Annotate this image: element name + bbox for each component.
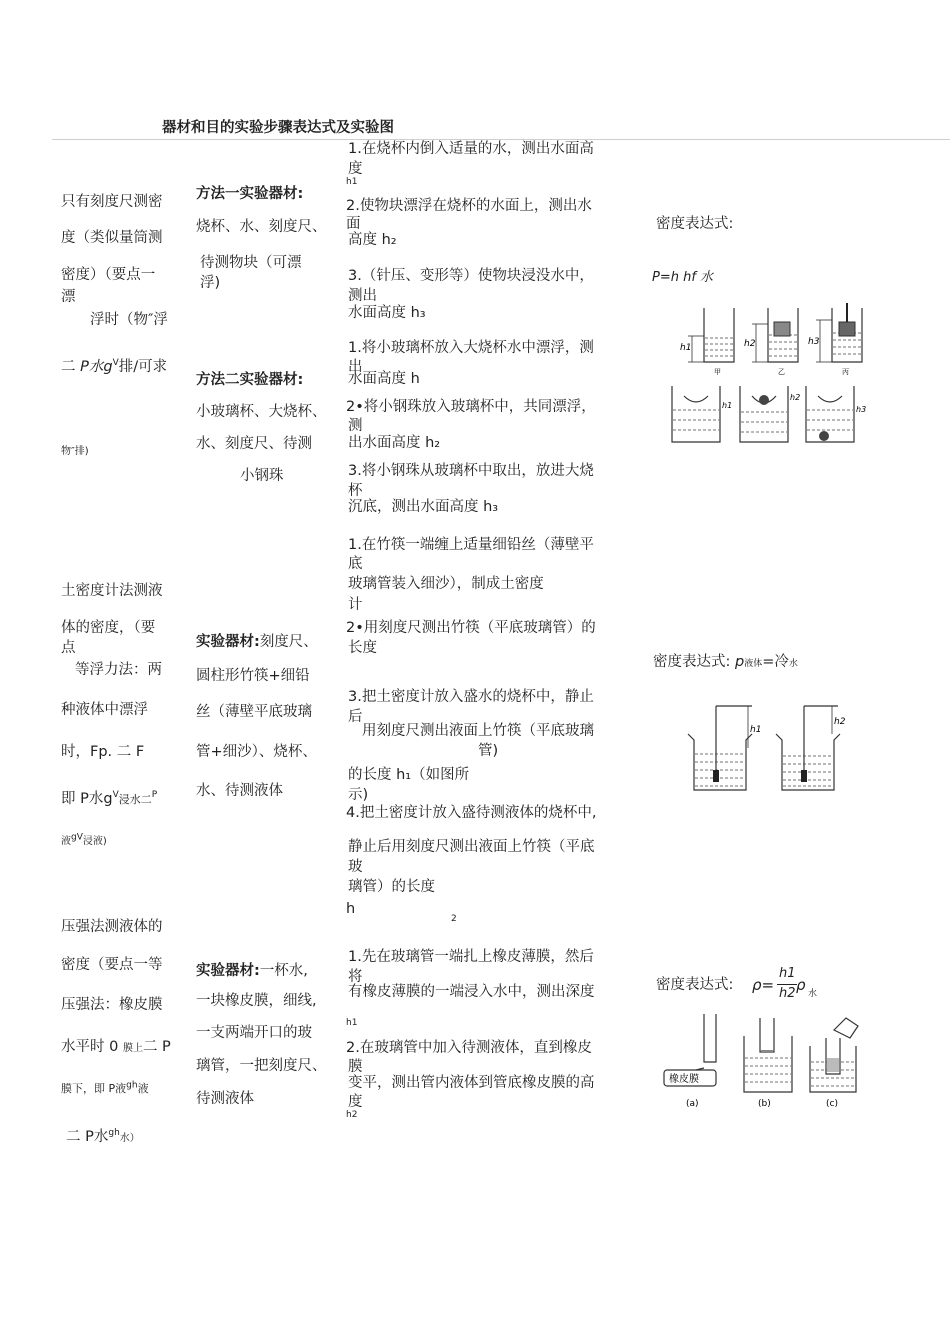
r1-step3a: 3.（针压、变形等）使物块浸没水中， xyxy=(348,268,594,284)
r2-c1-l7d: P xyxy=(151,790,158,800)
r1-c1-line4: 漂 xyxy=(61,289,76,305)
r1-c1-l6c: V xyxy=(112,358,119,368)
r1-fig-label-b: 乙 xyxy=(778,368,785,376)
r3-step2e: h2 xyxy=(346,1110,358,1120)
r1-c1-l6b: P水g xyxy=(80,358,113,375)
r2-step3b: 后 xyxy=(348,709,363,725)
r1-step2b: 面 xyxy=(346,216,361,232)
r2-c1-line1: 土密度计法测液 xyxy=(61,583,163,599)
r3-expr-den: h2 xyxy=(779,986,796,1001)
r2-step4d: 璃管）的长度 xyxy=(348,879,435,895)
r2-c1-line8 xyxy=(61,832,107,847)
r2-step3f: 示) xyxy=(348,787,369,803)
r3-step1a: 1.先在玻璃管一端扎上橡皮薄膜，然后 xyxy=(348,949,594,965)
r2-step1b: 底 xyxy=(348,556,363,572)
r1-c1-l6d: 排/可求 xyxy=(118,358,168,375)
r3-c1-line1: 压强法测液体的 xyxy=(61,919,163,935)
r3-fig-label-c: (c) xyxy=(826,1099,838,1109)
r1-method1-title: 方法一实验器材: xyxy=(196,186,304,202)
r3-step1d: h1 xyxy=(346,1018,358,1028)
r3-c1-line5 xyxy=(61,1080,149,1096)
r3-step2c: 变平，测出管内液体到管底橡皮膜的高 xyxy=(348,1075,595,1091)
r2-expr xyxy=(653,653,798,673)
r2-step4f: 2 xyxy=(451,914,457,924)
r3-c2-l0: 一杯水, xyxy=(259,963,308,979)
r2-step4b: 静止后用刻度尺测出液面上竹筷（平底 xyxy=(348,839,595,855)
r2-c1-line6: 时，Fp. 二 F xyxy=(61,744,145,760)
r3-expr-fraction-bar xyxy=(777,984,797,985)
r2-c2-line0 xyxy=(196,633,318,651)
r1-method2-title: 方法二实验器材: xyxy=(196,372,304,388)
r1-step1b: 度 xyxy=(348,161,363,177)
r1-stepB2a: 2•将小钢珠放入玻璃杯中，共同漂浮， xyxy=(346,399,596,415)
r2-step4a: 4.把土密度计放入盛待测液体的烧杯中, xyxy=(346,805,597,821)
r2-c1-l7a: 即 P水g xyxy=(61,790,113,807)
r3-expr-label: 密度表达式: xyxy=(656,977,734,993)
r2-step3a: 3.把土密度计放入盛水的烧杯中，静止 xyxy=(348,689,594,705)
r3-equip-title: 实验器材: xyxy=(196,963,260,979)
r1-method1-l2: 待测物块（可漂 xyxy=(200,255,302,271)
r3-step2d: 度 xyxy=(348,1094,363,1110)
r3-step1c: 有橡皮薄膜的一端浸入水中，测出深度 xyxy=(348,984,595,1000)
r2-c1-l8c: 浸液) xyxy=(82,836,107,847)
r2-figure-hydrometer xyxy=(682,694,862,796)
r2-step1d: 计 xyxy=(348,597,363,613)
r3-c2-line0 xyxy=(196,962,308,980)
r2-c2-line1: 圆柱形竹筷+细铅 xyxy=(196,668,310,684)
r1-stepB3b: 杯 xyxy=(348,483,363,499)
r2-c1-l7b: V xyxy=(112,790,119,800)
r1-method2-l1: 小玻璃杯、大烧杯、 xyxy=(196,404,327,420)
r2-step4e: h xyxy=(346,901,356,917)
r2-expr-c: =冷 xyxy=(762,654,789,670)
r2-c1-l8b: gV xyxy=(71,832,83,843)
r2-step1a: 1.在竹筷一端缠上适量细铅丝（薄壁平 xyxy=(348,537,594,553)
r2-step2b: 长度 xyxy=(348,640,377,656)
r1-figure-beakers xyxy=(668,300,878,450)
r3-fig-label-b: (b) xyxy=(758,1099,771,1109)
r1-stepB2b: 测 xyxy=(348,418,363,434)
r1-method2-l2: 水、刻度尺、待测 xyxy=(196,436,312,452)
r1-step2a: 2.使物块漂浮在烧杯的水面上，测出水 xyxy=(346,198,592,214)
r2-c1-line2: 体的密度，（要 xyxy=(61,620,156,636)
r1-method2-l3: 小钢珠 xyxy=(240,468,284,484)
r1-stepB2c: 出水面高度 h₂ xyxy=(348,435,441,451)
r2-c1-l7c: 浸水二 xyxy=(118,792,152,806)
r2-c1-line7 xyxy=(61,786,157,809)
r2-step2a: 2•用刻度尺测出竹筷（平底玻璃管）的 xyxy=(346,620,596,636)
svg-text:h3: h3 xyxy=(856,405,867,414)
r1-fig-h2: h2 xyxy=(744,339,756,349)
r3-c1-l6a: 二 P水 xyxy=(66,1128,109,1145)
r1-fig-label-c: 丙 xyxy=(842,368,849,376)
r1-c1-line3: 密度）（要点一 xyxy=(61,267,156,283)
r3-c1-line3: 压强法：橡皮膜 xyxy=(61,997,163,1013)
r3-c1-l5b: gh xyxy=(126,1080,138,1091)
r2-c2-line3: 管+细沙）、烧杯、 xyxy=(196,744,317,760)
r3-figure-membrane xyxy=(660,1012,882,1112)
r3-fig-label-a: (a) xyxy=(686,1099,699,1109)
r2-expr-label: 密度表达式: xyxy=(653,654,731,670)
r2-step3d: 管) xyxy=(478,743,499,759)
r1-stepB3c: 沉底，测出水面高度 h₃ xyxy=(348,499,499,515)
r1-c1-line2: 度（类似量筒测 xyxy=(61,230,163,246)
r3-expr-num: h1 xyxy=(779,966,796,981)
page-title: 器材和目的实验步骤表达式及实验图 xyxy=(162,120,394,136)
r1-fig-h1: h1 xyxy=(680,343,692,353)
r2-expr-b: 液体 xyxy=(744,659,763,669)
r2-c2-line2: 丝（薄壁平底玻璃 xyxy=(196,704,312,720)
r3-c1-line6 xyxy=(66,1124,140,1148)
r3-c1-l6c: 水） xyxy=(119,1132,140,1144)
r2-step4c: 玻 xyxy=(348,859,363,875)
r1-stepB1a: 1.将小玻璃杯放入大烧杯水中漂浮，测 xyxy=(348,340,594,356)
r3-c2-line1: 一块橡皮膜，细线, xyxy=(196,993,317,1009)
r2-step1c: 玻璃管装入细沙），制成土密度 xyxy=(348,576,544,592)
r1-method1-l1: 烧杯、水、刻度尺、 xyxy=(196,219,327,235)
r2-expr-d: 水 xyxy=(788,659,798,669)
r2-c2-l0: 刻度尺、 xyxy=(259,634,318,650)
r3-c2-line4: 待测液体 xyxy=(196,1091,254,1107)
r1-expr: P=h hf 水 xyxy=(652,270,714,285)
r1-c1-l6a: 二 xyxy=(61,358,76,375)
r1-stepB3a: 3.将小钢珠从玻璃杯中取出，放进大烧 xyxy=(348,463,594,479)
r3-c1-l4b: 膜上 xyxy=(122,1043,143,1054)
r1-stepB1c: 水面高度 h xyxy=(348,371,420,387)
r1-c1-line7: 物″排) xyxy=(61,446,89,457)
r1-c1-line1: 只有刻度尺测密 xyxy=(61,194,163,210)
r3-c1-line4 xyxy=(61,1038,171,1058)
r2-fig-h1: h1 xyxy=(750,725,762,735)
r2-c1-line4: 等浮力法：两 xyxy=(75,662,162,678)
r3-c2-line3: 璃管，一把刻度尺、 xyxy=(196,1058,327,1074)
r2-step3c: 用刻度尺测出液面上竹筷（平底玻璃 xyxy=(362,723,594,739)
r2-c1-line3: 点 xyxy=(61,640,76,656)
r3-c1-l4c: 二 P xyxy=(142,1039,171,1055)
r3-step2a: 2.在玻璃管中加入待测液体，直到橡皮 xyxy=(346,1040,592,1056)
r3-fig-membrane-label: 橡皮膜 xyxy=(669,1074,699,1085)
r1-step3b: 测出 xyxy=(348,288,377,304)
r2-c2-line4: 水、待测液体 xyxy=(196,783,283,799)
r2-c1-line5: 种液体中漂浮 xyxy=(61,702,148,718)
r3-expr-sub: 水 xyxy=(808,989,818,999)
r3-c1-l6b: gh xyxy=(108,1128,120,1138)
r1-c1-line5: 浮时（物″浮 xyxy=(90,312,168,328)
r3-c2-line2: 一支两端开口的玻 xyxy=(196,1025,312,1041)
r1-fig-label-a: 甲 xyxy=(714,368,721,376)
r1-c1-line6 xyxy=(61,354,167,376)
r3-expr-rho2: ρ xyxy=(796,976,806,994)
r3-c1-l4a: 水平时 0 xyxy=(61,1039,119,1055)
r1-step1c: h1 xyxy=(346,177,358,187)
r2-c1-l8a: 液 xyxy=(61,836,71,847)
r3-expr-rho: ρ= xyxy=(752,976,775,994)
r3-c1-l5a: 膜下，即 P液 xyxy=(61,1082,127,1095)
r1-method1-l3: 浮) xyxy=(200,275,221,291)
svg-text:h1: h1 xyxy=(722,401,733,410)
r1-stepB1b: 出 xyxy=(348,359,363,375)
r2-equip-title: 实验器材: xyxy=(196,634,260,650)
r1-step1a: 1.在烧杯内倒入适量的水，测出水面高 xyxy=(348,141,594,157)
r1-step2c: 高度 h₂ xyxy=(348,232,397,248)
r3-step1b: 将 xyxy=(348,969,363,985)
r2-step3e: 的长度 h₁（如图所 xyxy=(348,767,470,783)
r3-c1-l5c: 液 xyxy=(137,1082,149,1095)
r1-expr-label: 密度表达式: xyxy=(656,216,734,232)
r1-step3c: 水面高度 h₃ xyxy=(348,305,426,321)
r2-expr-a: p xyxy=(735,654,745,670)
r3-c1-line2: 密度（要点一等 xyxy=(61,957,163,973)
r3-step2b: 膜 xyxy=(348,1059,363,1075)
r2-fig-h2: h2 xyxy=(834,717,846,727)
r1-fig-h3: h3 xyxy=(808,337,820,347)
svg-text:h2: h2 xyxy=(790,393,801,402)
